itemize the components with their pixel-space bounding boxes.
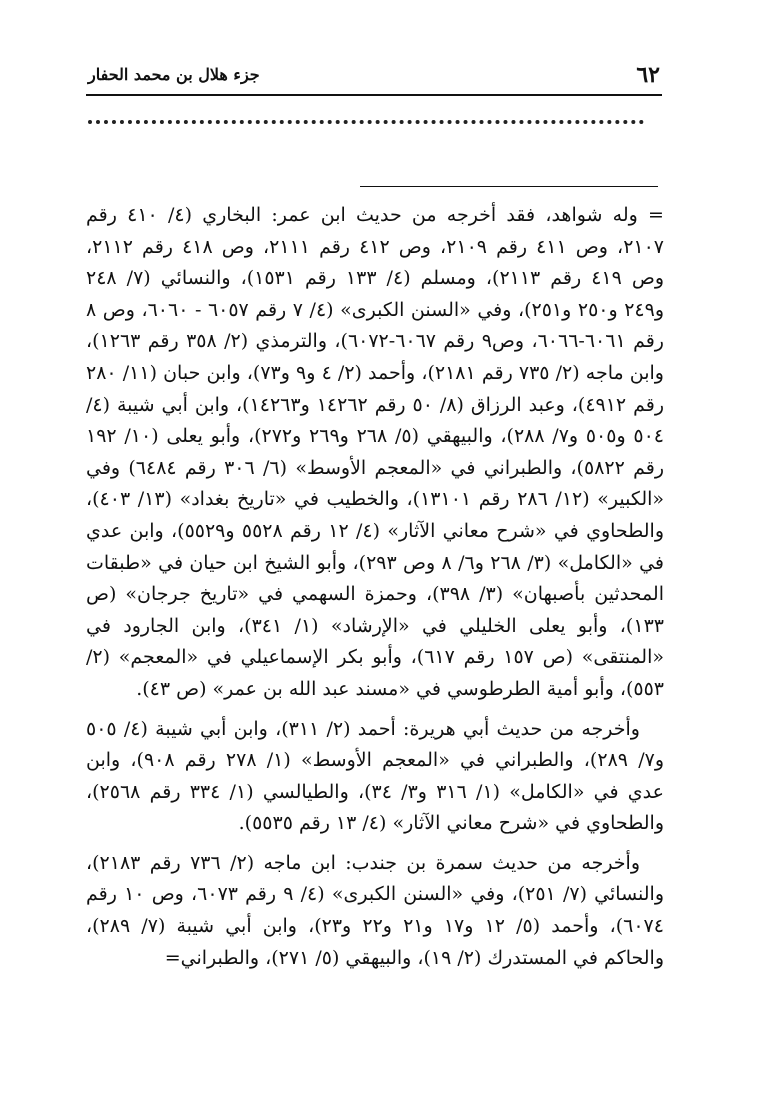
- footnote-paragraph-ibn-umar: = وله شواهد، فقد أخرجه من حديث ابن عمر: البخاري (٤/ ٤١٠ رقم ٢١٠٧، وص ٤١١ رقم ٢١٠٩، وص ٤١٢ رقم ٢١١١، وص ٤١٨ رقم ٢١١٢، وص ٤١٩ رقم ٢١١٣)، ومسلم (٤/ ١٣٣ رقم ١٥٣١)، والنسائي (٧/ ٢٤٨ و٢٤٩ و٢٥٠ و٢٥١)، وفي «السنن الكبرى» (٤/ ٧ رقم ٦٠٥٧ - ٦٠٦٠، وص ٨ رقم ٦٠٦١-٦٠٦٦، وص٩ رقم ٦٠٦٧-٦٠٧٢)، والترمذي (٢/ ٣٥٨ رقم ١٢٦٣)، وابن ماجه (٢/ ٧٣٥ رقم ٢١٨١)، وأحمد (٢/ ٤ و٩ و٧٣)، وابن حبان (١١/ ٢٨٠ رقم ٤٩١٢)، وعبد الرزاق (٨/ ٥٠ رقم ١٤٢٦٢ و١٤٢٦٣)، وابن أبي شيبة (٤/ ٥٠٤ و٥٠٥ و٧/ ٢٨٨)، والبيهقي (٥/ ٢٦٨ و٢٦٩ و٢٧٢)، وأبو يعلى (١٠/ ١٩٢ رقم ٥٨٢٢)، والطبراني في «المعجم الأوسط» (٦/ ٣٠٦ رقم ٦٤٨٤) وفي «الكبير» (١٢/ ٢٨٦ رقم ١٣١٠١)، والخطيب في «تاريخ بغداد» (١٣/ ٤٠٣)، والطحاوي في «شرح معاني الآثار» (٤/ ١٢ رقم ٥٥٢٨ و٥٥٢٩)، وابن عدي في «الكامل» (٣/ ٢٦٨ و٦/ ٨ وص ٢٩٣)، وأبو الشيخ ابن حيان في «طبقات المحدثين بأصبهان» (٣/ ٣٩٨)، وحمزة السهمي في «تاريخ جرجان» (ص ١٣٣)، وأبو يعلى الخليلي في «الإرشاد» (١/ ٣٤١)، وابن الجارود في «المنتقى» (ص ١٥٧ رقم ٦١٧)، وأبو بكر الإسماعيلي في «المعجم» (٢/ ٥٥٣)، وأبو أمية الطرطوسي في «مسند عبد الله بن عمر» (ص ٤٣).: [86, 204, 665, 700]
- running-title: جزء هلال بن محمد الحفار: [88, 65, 260, 84]
- footnote-paragraph-abu-hurayra: وأخرجه من حديث أبي هريرة: أحمد (٢/ ٣١١)، وابن أبي شيبة (٤/ ٥٠٥ و٧/ ٢٨٩)، والطبراني في «المعجم الأوسط» (١/ ٢٧٨ رقم ٩٠٨)، وابن عدي في «الكامل» (١/ ٣١٦ و٣/ ٣٤)، والطيالسي (١/ ٣٣٤ رقم ٢٥٦٨)، والطحاوي في «شرح معاني الآثار» (٤/ ١٣ رقم ٥٥٣٥).: [86, 717, 664, 835]
- page-header: [88, 58, 660, 92]
- footnote-paragraph-samura: وأخرجه من حديث سمرة بن جندب: ابن ماجه (٢/ ٧٣٦ رقم ٢١٨٣)، والنسائي (٧/ ٢٥١)، وفي «السنن الكبرى» (٤/ ٩ رقم ٦٠٧٣، وص ١٠ رقم ٦٠٧٤)، وأحمد (٥/ ١٢ و١٧ و٢١ و٢٢ و٢٣)، وابن أبي شيبة (٧/ ٢٨٩)، والحاكم في المستدرك (٢/ ١٩)، والبيهقي (٥/ ٢٧١)، والطبراني=: [86, 851, 664, 969]
- footnotes: [86, 200, 664, 982]
- dotted-separator: [88, 120, 644, 124]
- header-rule: [86, 94, 662, 96]
- footnote-rule: [360, 186, 658, 187]
- page-number: ٦٢: [636, 62, 660, 88]
